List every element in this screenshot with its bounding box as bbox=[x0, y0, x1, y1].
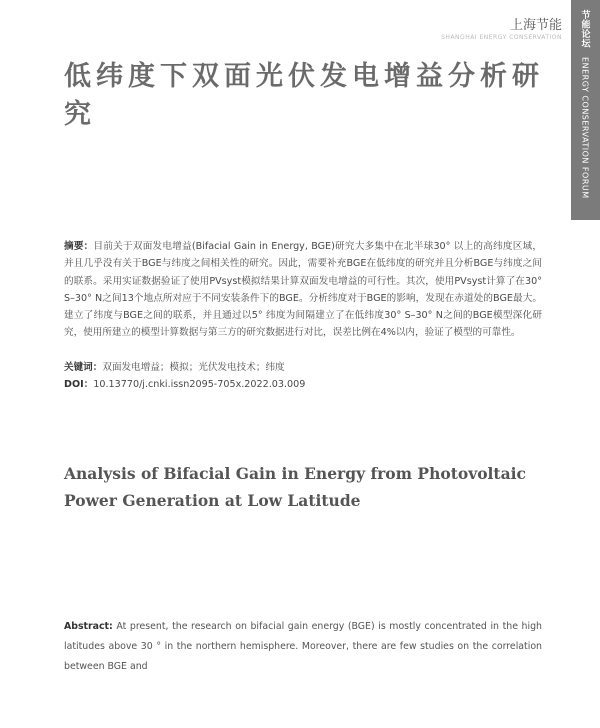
abstract-cn-text: 目前关于双面发电增益(Bifacial Gain in Energy, BGE)研究大多集中在北半球30° 以上的高纬度区域，并且几乎没有关于BGE与纬度之间相关性的研究。因此，需要补充BGE在低纬度的研究并且分析BGE与纬度之间的联系。采用实证数据验证了使用PVsyst模拟结果计算双面发电增益的可行性。其次，使用PVsyst计算了在30° S–30° N之间13个地点所对应于不同安装条件下的BGE。分析纬度对于BGE的影响，发现在赤道处的BGE最大。建立了纬度与BGE之间的联系，并且通过以5° 纬度为间隔建立了在低纬度30° S–30° N之间的BGE模型深化研究，使用所建立的模型计算数据与第三方的研究数据进行对比，误差比例在4%以内，验证了模型的可靠性。 bbox=[64, 241, 543, 339]
keywords bbox=[64, 359, 542, 376]
keywords-text: 双面发电增益；模拟；光伏发电技术；纬度 bbox=[102, 362, 285, 373]
journal-header bbox=[441, 14, 562, 41]
side-tab-text bbox=[579, 10, 592, 199]
side-tab-cn: 节能论坛 bbox=[579, 10, 590, 48]
journal-name-en: SHANGHAI ENERGY CONSERVATION bbox=[441, 34, 562, 41]
article-title-cn: 低纬度下双面光伏发电增益分析研究 bbox=[64, 61, 544, 130]
side-tab bbox=[571, 0, 600, 220]
article-title-en: Analysis of Bifacial Gain in Energy from Photovoltaic Power Generation at Low Latitude bbox=[64, 464, 526, 510]
abstract-cn bbox=[64, 238, 542, 342]
doi-text: 10.13770/j.cnki.issn2095-705x.2022.03.009 bbox=[93, 379, 306, 390]
abstract-en bbox=[64, 617, 542, 677]
doi-label: DOI： bbox=[64, 379, 94, 390]
doi bbox=[64, 376, 542, 393]
article-meta bbox=[64, 359, 542, 393]
journal-name-cn: 上海节能 bbox=[509, 18, 562, 33]
abstract-cn-label: 摘要： bbox=[64, 241, 94, 252]
abstract-en-text: At present, the research on bifacial gain energy (BGE) is mostly concentrated in the high latitudes above 30 ° in the northern hemisphere. Moreover, there are few studies on the correlation between BGE and bbox=[64, 621, 542, 672]
abstract-en-label: Abstract: bbox=[64, 621, 113, 632]
keywords-label: 关键词： bbox=[64, 362, 103, 373]
side-tab-en: ENERGY CONSERVATION FORUM bbox=[580, 57, 590, 199]
